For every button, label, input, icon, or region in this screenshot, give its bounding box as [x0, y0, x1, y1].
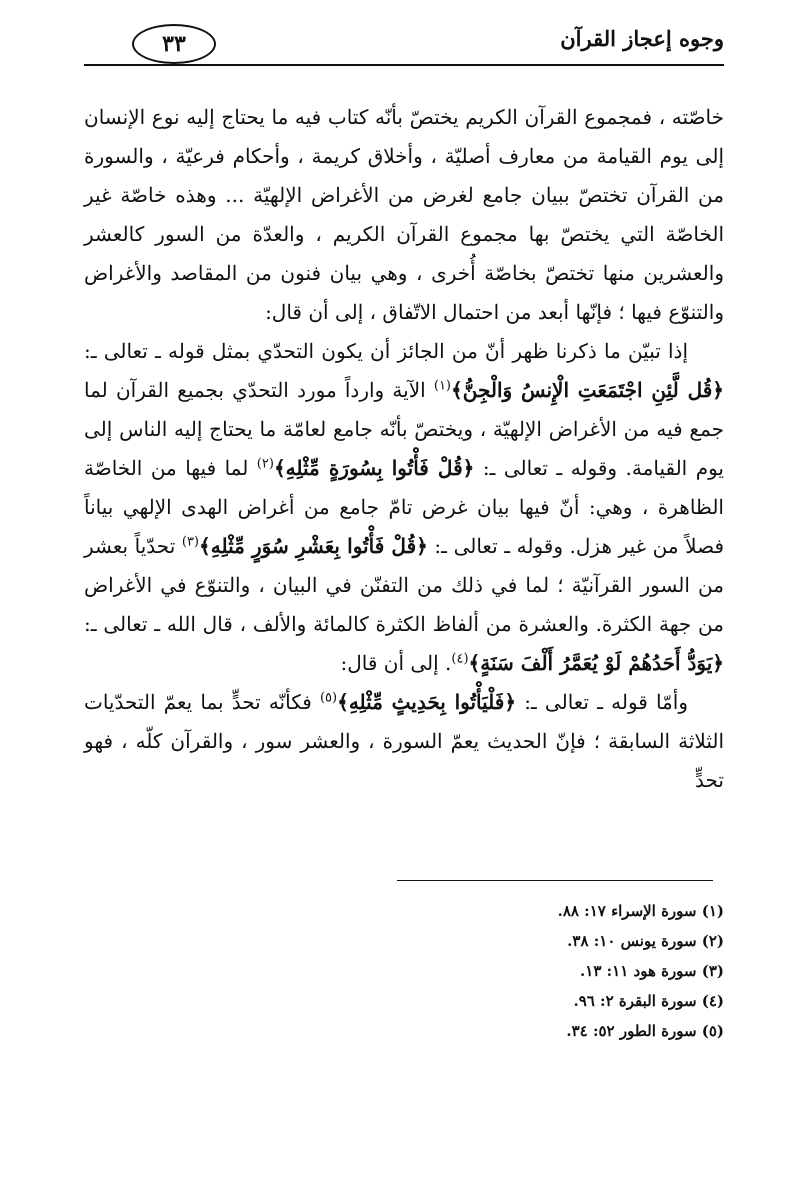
text-run: . إلى أن قال: [340, 651, 452, 675]
quran-verse: ﴿يَوَدُّ أَحَدُهُمْ لَوْ يُعَمَّرُ أَلْفَ سَنَةٍ﴾ [468, 651, 724, 675]
footnote-marker: (٢) [256, 456, 274, 472]
quran-verse: ﴿قُلْ فَأْتُوا بِسُورَةٍ مِّثْلِهِ﴾ [273, 456, 475, 480]
paragraph [84, 98, 724, 332]
quran-verse: ﴿فَلْيَأْتُوا بِحَدِيثٍ مِّثْلِهِ﴾ [337, 690, 517, 714]
footnote-marker: (٤) [451, 651, 469, 667]
footnote-marker: (٥) [319, 690, 338, 706]
footnote-item: (٤) سورة البقرة ٢: ٩٦. [573, 992, 724, 1010]
quran-verse: ﴿قُلْ فَأْتُوا بِعَشْرِ سُوَرٍ مِّثْلِهِ﴾ [199, 534, 428, 558]
footnotes [84, 896, 724, 1046]
text-run: لما فيها من الخاصّة الظاهرة ، وهي: أنّ فيها بيان غرض تامّ جامع من أغراض الهدى الإلهي بياناً فصلاً من غير هزل. وقوله ـ تعالى ـ: [84, 456, 725, 558]
text-run: تحدّياً بعشر من السور القرآنيّة ؛ لما في ذلك من التفنّن في البيان ، والتنوّع في الأغراض من جهة الكثرة. والعشرة من ألفاظ الكثرة كالمائة والألف ، قال الله ـ تعالى ـ: [84, 534, 724, 636]
page-number: ٣٣ [132, 24, 216, 64]
text-run: إذا تبيّن ما ذكرنا ظهر أنّ من الجائز أن يكون التحدّي بمثل قوله ـ تعالى ـ: [84, 339, 688, 363]
text-run: فكأنّه تحدٍّ بما يعمّ التحدّيات الثلاثة السابقة ؛ فإنّ الحديث يعمّ السورة ، والعشر سور ، والقرآن كلّه ، فهو تحدٍّ [84, 690, 724, 792]
page-header [84, 18, 724, 66]
text-run: وأمّا قوله ـ تعالى ـ: [516, 690, 688, 714]
footnote-marker: (١) [433, 378, 451, 394]
footnote-marker: (٣) [181, 534, 199, 550]
paragraph [84, 332, 724, 683]
quran-verse: ﴿قُل لَّئِنِ اجْتَمَعَتِ الْإِنسُ وَالْجِنُّ﴾ [451, 378, 724, 402]
paragraph [84, 683, 724, 800]
header-rule [84, 64, 724, 66]
footnote-item: (٢) سورة يونس ١٠: ٣٨. [567, 932, 724, 950]
footnote-divider [397, 880, 713, 881]
footnote-item: (١) سورة الإسراء ١٧: ٨٨. [557, 902, 724, 920]
text-run: الآية وارداً مورد التحدّي بجميع القرآن لما جمع فيه من الأغراض الإلهيّة ، ويختصّ بأنّه جامع لعامّة ما يحتاج إليه الناس إلى يوم القيامة. وقوله ـ تعالى ـ: [84, 378, 724, 480]
running-title: وجوه إعجاز القرآن [560, 26, 724, 51]
footnote-item: (٣) سورة هود ١١: ١٣. [580, 962, 724, 980]
footnote-item: (٥) سورة الطور ٥٢: ٣٤. [566, 1022, 724, 1040]
body-text [84, 98, 724, 800]
text-run: خاصّته ، فمجموع القرآن الكريم يختصّ بأنّه كتاب فيه ما يحتاج إليه نوع الإنسان إلى يوم القيامة من معارف أصليّة ، وأخلاق كريمة ، وأحكام فرعيّة ، والسورة من القرآن تختصّ ببيان جامع لغرض من الأغراض الإلهيّة ... وهذه خاصّة غير الخاصّة التي يختصّ بها مجموع القرآن الكريم ، والعدّة من السور كالعشر والعشرين منها تختصّ بخاصّة أُخرى ، وهي بيان فنون من المقاصد والأغراض والتنوّع فيها ؛ فإنّها أبعد من احتمال الاتّفاق ، إلى أن قال: [84, 105, 724, 324]
